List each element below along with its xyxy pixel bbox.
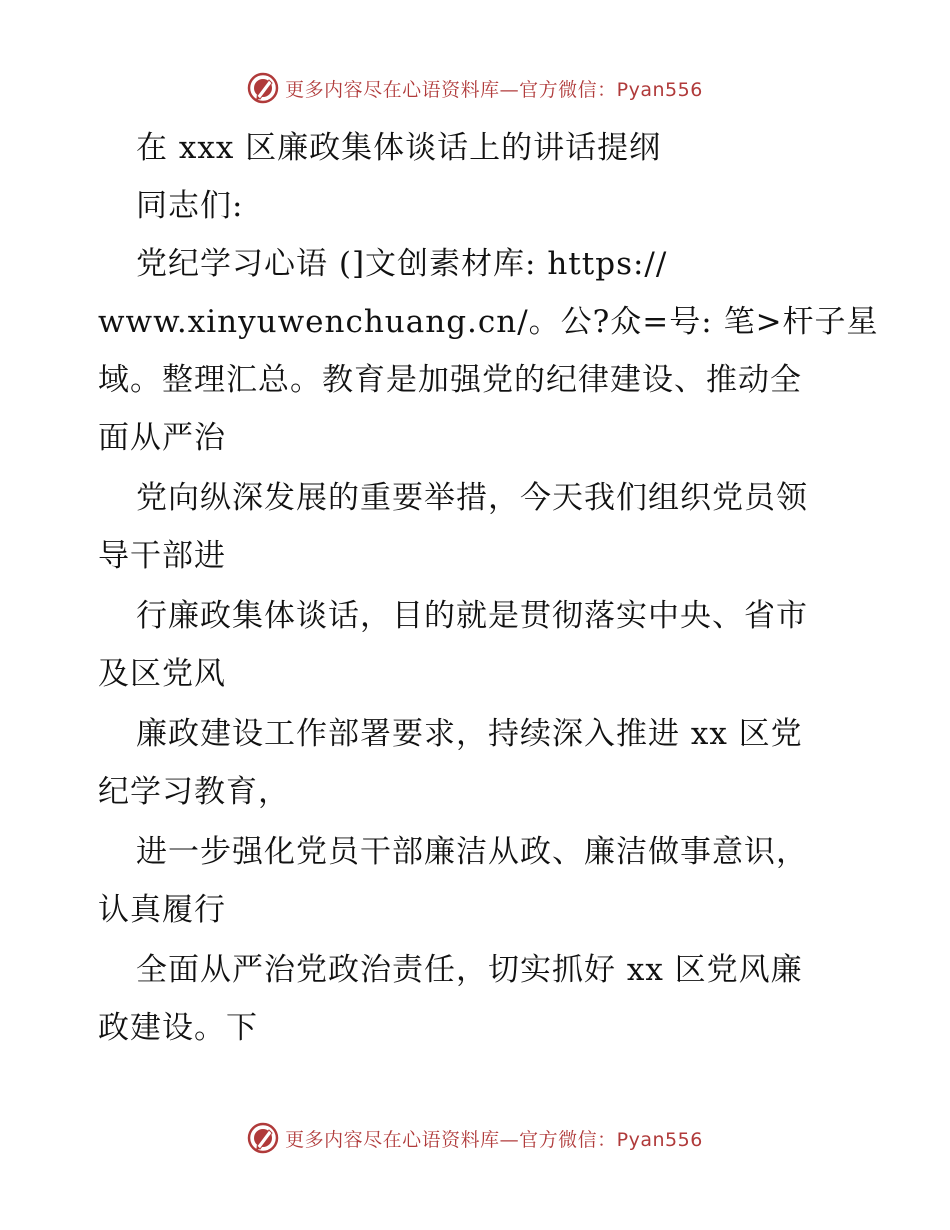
header-banner-text: [285, 75, 703, 102]
paragraph-line: 进一步强化党员干部廉洁从政、廉洁做事意识，: [136, 834, 808, 870]
paragraph-line: 党纪学习心语 (]文创素材库: https://: [136, 246, 668, 282]
salutation: 同志们:: [136, 188, 244, 224]
paragraph-line: 行廉政集体谈话，目的就是贯彻落实中央、省市: [136, 598, 808, 634]
paragraph-line: 全面从严治党政治责任，切实抓好 xx 区党风廉: [136, 952, 803, 988]
paragraph-line: 廉政建设工作部署要求，持续深入推进 xx 区党: [136, 716, 803, 752]
document-title: 在 xxx 区廉政集体谈话上的讲话提纲: [136, 130, 662, 166]
header-banner: [0, 72, 950, 104]
header-banner-label: 更多内容尽在心语资料库—官方微信：: [285, 78, 617, 101]
paragraph-line: 纪学习教育，: [98, 774, 290, 810]
footer-banner: [0, 1122, 950, 1154]
paragraph-line: 及区党风: [98, 656, 226, 692]
header-wechat-id: Pyan556: [616, 78, 703, 101]
footer-banner-label: 更多内容尽在心语资料库—官方微信：: [285, 1128, 617, 1151]
paragraph-line: 党向纵深发展的重要举措，今天我们组织党员领: [136, 480, 808, 516]
paragraph-line: 政建设。下: [98, 1010, 258, 1046]
footer-wechat-id: Pyan556: [616, 1128, 703, 1151]
pen-seal-logo-icon: [247, 72, 279, 104]
paragraph-line: 面从严治: [98, 420, 226, 456]
pen-seal-logo-icon: [247, 1122, 279, 1154]
paragraph-line: 认真履行: [98, 892, 226, 928]
paragraph-line: 导干部进: [98, 538, 226, 574]
paragraph-line: www.xinyuwenchuang.cn/。公?众=号: 笔>杆子星: [98, 304, 879, 340]
paragraph-line: 域。整理汇总。教育是加强党的纪律建设、推动全: [98, 362, 802, 398]
footer-banner-text: [285, 1125, 703, 1152]
